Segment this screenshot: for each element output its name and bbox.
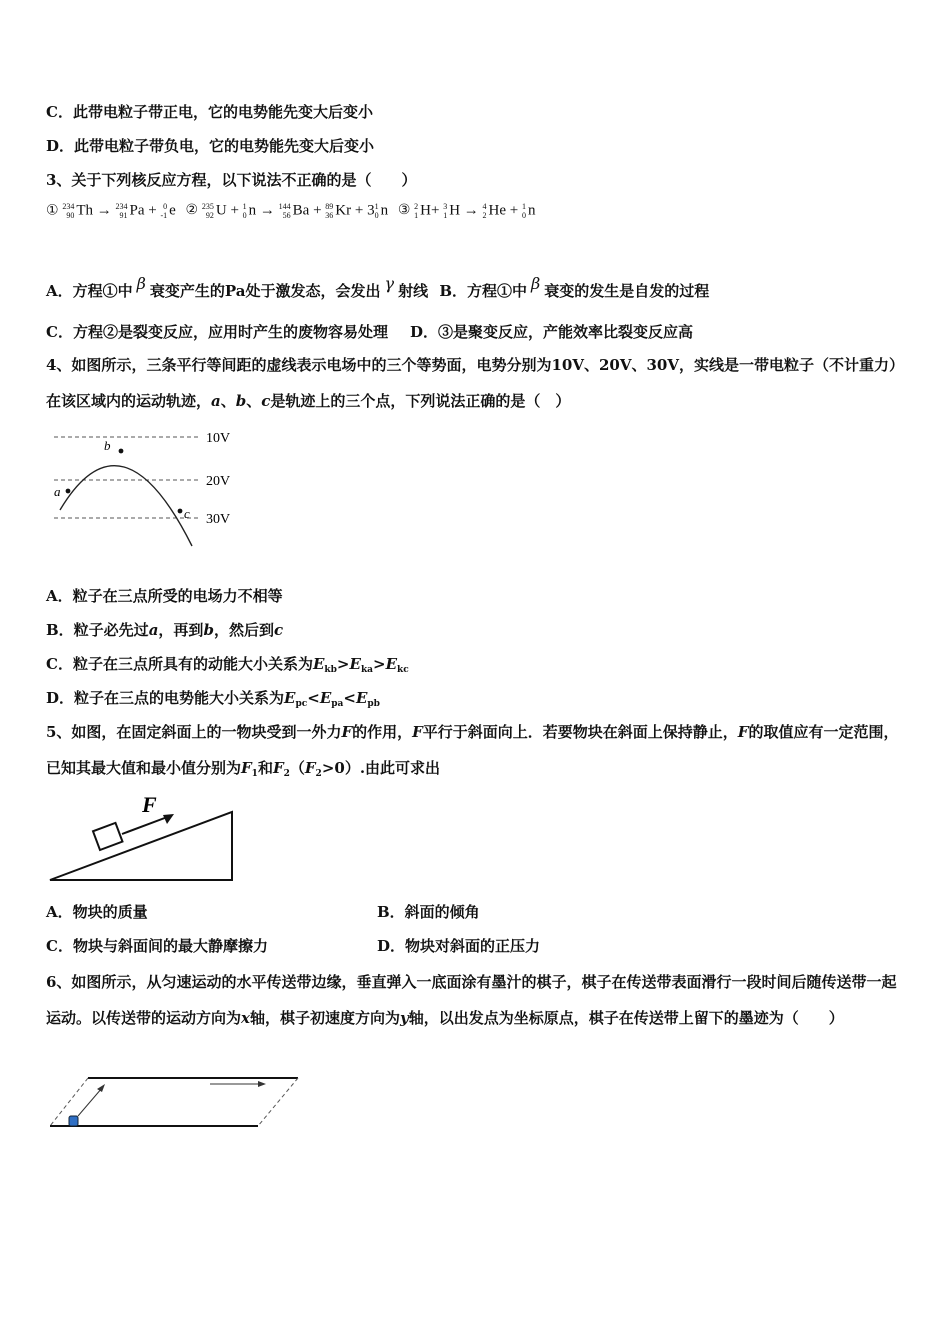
particle-n: n [380, 202, 389, 219]
particle-trajectory [60, 466, 192, 546]
nuclide-th: Th → [76, 202, 112, 219]
q5-option-a: A．物块的质量 [46, 903, 148, 921]
q5-option-c: C．物块与斜面间的最大静摩擦力 [46, 937, 268, 955]
isotope-numbers: 234 90 [62, 202, 75, 220]
block [93, 823, 122, 850]
force-arrow [122, 816, 170, 834]
chess-piece [69, 1116, 78, 1126]
q5-options-ab [46, 902, 480, 922]
q3-reaction-equations: ① 234 90 Th → 234 91 Pa + 0 -1 e ② 235 92 U + 1 0 n → 144 56 Ba + 89 36 Kr + 3 1 0 n ③ 2 1 H+ 3 1 H → 4 2 He + 1 0 n [46, 202, 536, 220]
label-a: a [54, 484, 61, 499]
initial-velocity-arrowhead [97, 1084, 105, 1092]
q4-option-b: B．粒子必先过a，再到b，然后到c [46, 621, 284, 639]
q3-options-cd [46, 322, 693, 342]
nuclide-he: He + [488, 202, 519, 219]
q5-option-b: B．斜面的倾角 [377, 903, 480, 921]
q5-stem: 5、如图，在固定斜面上的一物块受到一外力F的作用，F平行于斜面向上．若要物块在斜面上保持静止，F的取值应有一定范围，已知其最大值和最小值分别为$F_1$和$F_2(F_2>0)$.由此可求出 [46, 723, 899, 779]
beta-symbol: β [531, 274, 541, 293]
q4-option-a: A．粒子在三点所受的电场力不相等 [46, 587, 283, 605]
q3-option-b-part1: B．方程①中 [439, 282, 527, 300]
label-force-f: F [142, 792, 157, 817]
q2-option-c: C．此带电粒子带正电，它的电势能先变大后变小 [46, 103, 373, 121]
nuclide-kr: Kr + 3 [335, 202, 375, 219]
q4-option-d: D．粒子在三点的电势能大小关系为$E_{pc}<E_{pa}<E_{pb}$ [46, 689, 380, 709]
q3-option-d: D．③是聚变反应，产能效率比裂变反应高 [409, 323, 693, 341]
nuclide-u: U + [215, 202, 239, 219]
gamma-symbol: γ [384, 274, 395, 293]
label-30v: 30V [206, 512, 231, 527]
beta-symbol: β [136, 274, 146, 293]
nuclide-h3: H → [449, 202, 479, 219]
conveyor-right-edge [258, 1078, 298, 1126]
eq-marker-3: ③ [397, 202, 411, 219]
q5-options-cd [46, 936, 540, 956]
q3-option-a-part1: A．方程①中 [46, 282, 133, 300]
q3-options-ab [46, 274, 709, 301]
particle-n: n → [248, 202, 275, 219]
particle-n: n [527, 202, 536, 219]
point-a [66, 489, 71, 494]
q3-option-a-part2: 衰变产生的Pa处于激发态，会发出 [149, 282, 381, 300]
q4-option-c: C．粒子在三点所具有的动能大小关系为$E_{kb}>E_{ka}>E_{kc}$ [46, 655, 409, 675]
nuclide-ba: Ba + [292, 202, 322, 219]
equipotential-figure [46, 424, 246, 550]
nuclide-h2: H+ [420, 202, 440, 219]
point-b [119, 449, 124, 454]
q3-option-b-part2: 衰变的发生是自发的过程 [544, 282, 710, 300]
incline-figure [46, 792, 242, 888]
q3-option-c: C．方程②是裂变反应，应用时产生的废物容易处理 [46, 323, 388, 341]
particle-e: e [169, 202, 176, 219]
eq-marker-1: ① [46, 202, 59, 219]
q6-stem: 6、如图所示，从匀速运动的水平传送带边缘，垂直弹入一底面涂有墨汁的棋子，棋子在传送带表面滑行一段时间后随传送带一起运动。以传送带的运动方向为x轴，棋子初速度方向为y轴，以出发点为坐标原点，棋子在传送带上留下的墨迹为（ ） [46, 973, 897, 1027]
q3-option-a-part3: 射线 [398, 282, 429, 300]
eq-marker-2: ② [185, 202, 199, 219]
label-20v: 20V [206, 474, 231, 489]
q2-option-d: D．此带电粒子带负电，它的电势能先变大后变小 [46, 137, 375, 155]
label-b: b [104, 438, 111, 453]
q4-stem: 4、如图所示，三条平行等间距的虚线表示电场中的三个等势面，电势分别为10V、20V、30V，实线是一带电粒子（不计重力）在该区域内的运动轨迹，a、b、c是轨迹上的三个点，下列说法正确的是（ ） [46, 356, 904, 410]
incline [50, 812, 232, 880]
point-c [178, 509, 183, 514]
belt-direction-arrowhead [258, 1081, 266, 1087]
label-c: c [184, 506, 190, 521]
nuclide-pa: Pa + [129, 202, 157, 219]
q5-option-d: D．物块对斜面的正压力 [377, 937, 541, 955]
conveyor-figure [46, 1072, 306, 1134]
label-10v: 10V [206, 431, 231, 446]
initial-velocity-arrow [78, 1088, 102, 1116]
q3-stem: 3、关于下列核反应方程，以下说法不正确的是（ ） [46, 171, 417, 189]
